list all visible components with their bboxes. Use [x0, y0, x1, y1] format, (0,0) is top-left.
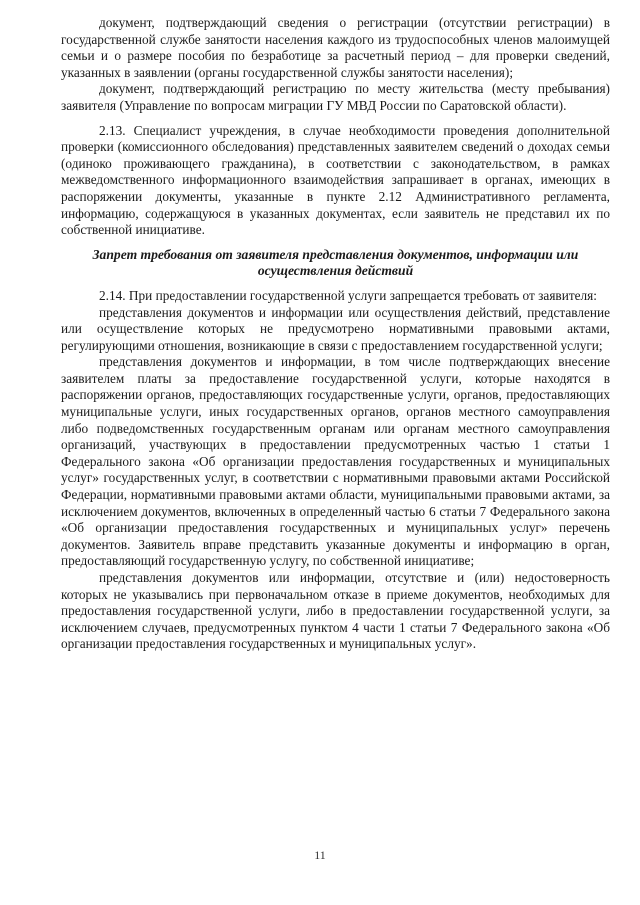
paragraph-section-2-14-item-1: представления документов и информации или осуществления действий, представление или осуществление которых не предусмотрено нормативными правовыми актами, регулирующими отношения, возникающие в связи с предоставлением государственной услуги;: [61, 304, 610, 353]
paragraph-residence-registration-document: документ, подтверждающий регистрацию по месту жительства (месту пребывания) заявителя (Управление по вопросам миграции ГУ МВД России по Саратовской области).: [61, 81, 610, 113]
paragraph-unemployment-registration-document: документ, подтверждающий сведения о регистрации (отсутствии регистрации) в государственной службе занятости населения каждого из трудоспособных членов малоимущей семьи и о размере пособия по безработице за расчетный период – для проверки сведений, указанных в заявлении (органы государственной службы занятости населения);: [61, 15, 610, 80]
paragraph-section-2-13: 2.13. Специалист учреждения, в случае необходимости проведения дополнительной проверки (комиссионного обследования) представленных заявителем сведений о доходах семьи (одиноко проживающего гражданина), в соответствии с законодательством, в рамках межведомственного информационного взаимодействия запрашивает в органах, имеющих в распоряжении документы, указанные в пункте 2.12 Административного регламента, информацию, содержащуюся в указанных документах, если заявитель не представил их по собственной инициативе.: [61, 122, 610, 238]
document-page: [61, 15, 610, 653]
paragraph-section-2-14-item-2: представления документов и информации, в том числе подтверждающих внесение заявителем платы за предоставление государственной услуги, которые находятся в распоряжении органов, предоставляющих государственные услуги, органов, предоставляющих муниципальные услуги, иных государственных органов, органов местного самоуправления либо подведомственных государственным органам или органам местного самоуправления организаций, участвующих в предоставлении предусмотренных частью 1 статьи 1 Федерального закона «Об организации предоставления государственных и муниципальных услуг» государственных услуг, в соответствии с нормативными правовыми актами Российской Федерации, нормативными правовыми актами области, муниципальными правовыми актами, за исключением документов, включенных в определенный частью 6 статьи 7 Федерального закона «Об организации предоставления государственных и муниципальных услуг» перечень документов. Заявитель вправе представить указанные документы и информацию в орган, предоставляющий государственную услугу, по собственной инициативе;: [61, 354, 610, 569]
paragraph-section-2-14-intro: 2.14. При предоставлении государственной услуги запрещается требовать от заявителя:: [99, 287, 597, 303]
section-heading-prohibition: Запрет требования от заявителя представления документов, информации или осуществления действий: [92, 246, 579, 279]
page-number: 11: [314, 848, 326, 862]
paragraph-section-2-14-item-3: представления документов или информации, отсутствие и (или) недостоверность которых не указывались при первоначальном отказе в приеме документов, необходимых для предоставления государственной услуги, либо в предоставлении государственной услуги, за исключением случаев, предусмотренных пунктом 4 части 1 статьи 7 Федерального закона «Об организации предоставления государственных и муниципальных услуг».: [61, 570, 610, 652]
